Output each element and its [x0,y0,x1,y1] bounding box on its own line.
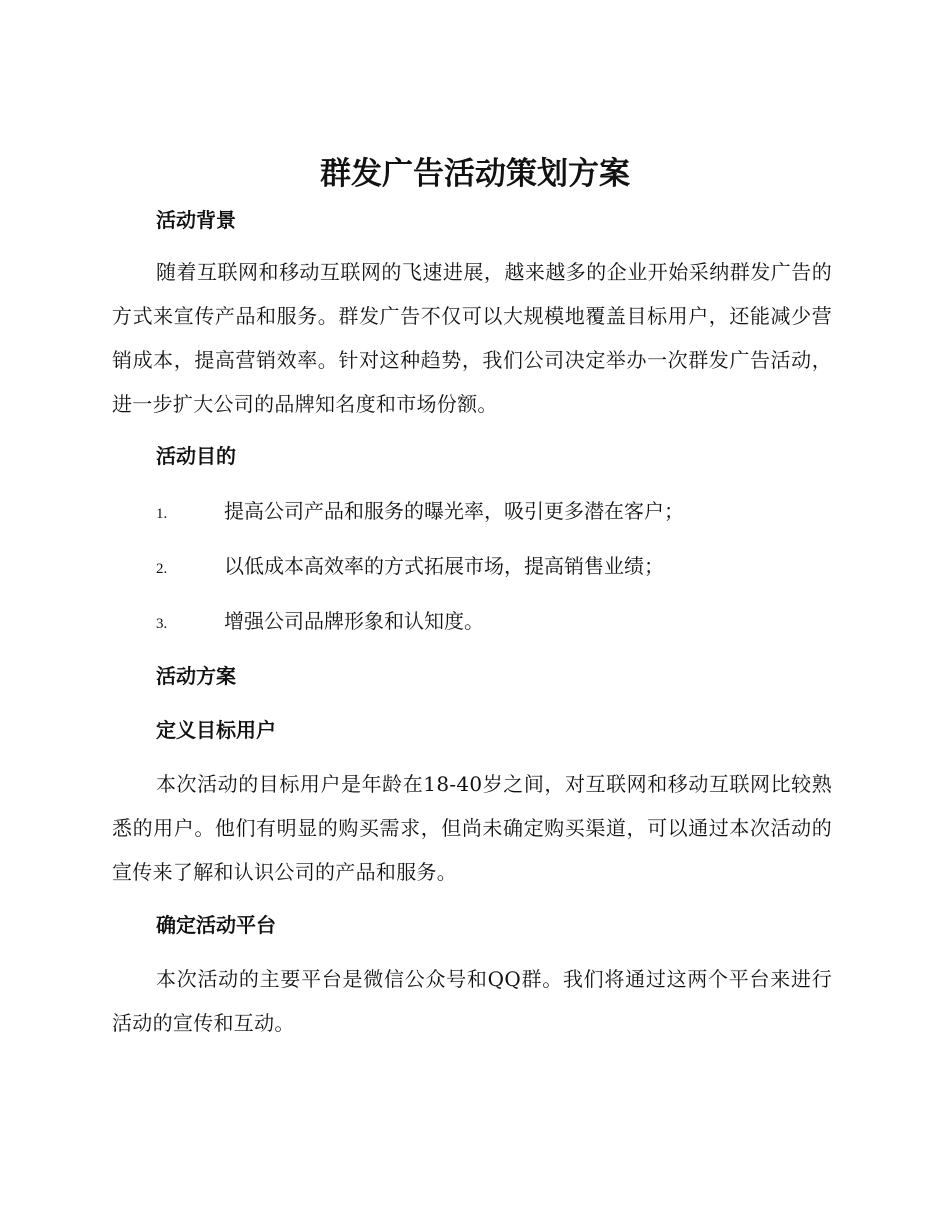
subsection-heading-target-users: 定义目标用户 [156,718,276,742]
list-item [156,496,684,529]
list-item-number: 2. [156,561,168,577]
list-item-text: 提高公司产品和服务的曝光率，吸引更多潜在客户； [224,499,684,523]
document-title: 群发广告活动策划方案 [320,156,630,192]
list-item-number: 1. [156,506,168,522]
subsection-heading-platform: 确定活动平台 [156,913,276,937]
list-item-text: 以低成本高效率的方式拓展市场，提高销售业绩； [224,554,664,578]
platform-paragraph: 本次活动的主要平台是微信公众号和QQ群。我们将通过这两个平台来进行活动的宣传和互动。 [112,967,832,1035]
list-item [156,551,664,584]
list-item-number: 3. [156,616,168,632]
list-item-text: 增强公司品牌形象和认知度。 [224,609,484,633]
target-users-paragraph: 本次活动的目标用户是年龄在18-40岁之间，对互联网和移动互联网比较熟悉的用户。他们有明显的购买需求，但尚未确定购买渠道，可以通过本次活动的宣传来了解和认识公司的产品和服务。 [112,772,832,884]
section-heading-purpose: 活动目的 [156,444,236,468]
section-heading-background: 活动背景 [156,208,236,232]
list-item [156,606,484,639]
section-heading-plan: 活动方案 [156,664,236,688]
background-paragraph: 随着互联网和移动互联网的飞速进展，越来越多的企业开始采纳群发广告的方式来宣传产品和服务。群发广告不仅可以大规模地覆盖目标用户，还能减少营销成本，提高营销效率。针对这种趋势，我们公司决定举办一次群发广告活动，进一步扩大公司的品牌知名度和市场份额。 [112,260,832,416]
